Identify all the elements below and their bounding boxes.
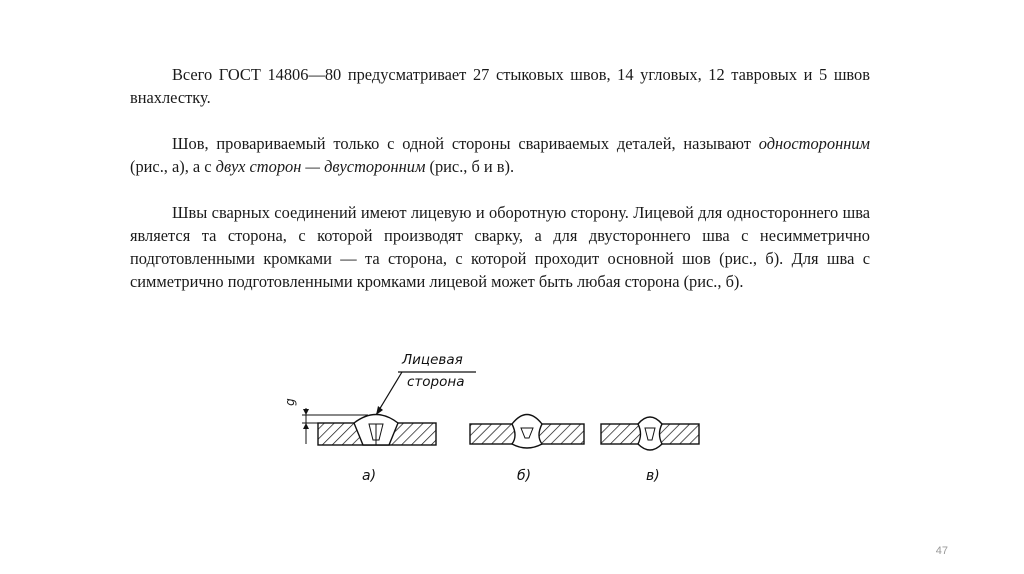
label-face: Лицевая bbox=[402, 352, 463, 368]
caption-a: а) bbox=[362, 468, 377, 484]
paragraph-gost-count bbox=[130, 63, 870, 109]
paragraph-face-side bbox=[130, 201, 870, 293]
weld-one-sided bbox=[318, 415, 436, 446]
page-number: 47 bbox=[935, 545, 948, 557]
paragraph-seam-sides bbox=[130, 132, 870, 178]
caption-c: в) bbox=[646, 468, 660, 484]
paragraph-text: (рис., б и в). bbox=[425, 157, 515, 176]
weld-figure bbox=[282, 348, 730, 498]
paragraph-text: Швы сварных соединений имеют лицевую и оборотную сторону. Лицевой для одностороннего шва является та сторона, с которой производят сварку, а для двустороннего шва с несимметрично подготовленными кромками — та сторона, с которой проходит основной шов (рис., б). Для шва с симметрично подготовленными кромками лицевой может быть любая сторона (рис., б). bbox=[130, 203, 870, 291]
dimension-label: g bbox=[282, 398, 297, 406]
term-one-sided: односторонним bbox=[758, 134, 870, 153]
paragraph-text: Шов, провариваемый только с одной стороны свариваемых деталей, называют bbox=[172, 134, 759, 153]
label-side: сторона bbox=[407, 374, 465, 390]
paragraph-text: Всего ГОСТ 14806—80 предусматривает 27 стыковых швов, 14 угловых, 12 тавровых и 5 швов внахлестку. bbox=[130, 65, 870, 107]
weld-diagram bbox=[290, 348, 730, 498]
caption-b: б) bbox=[517, 468, 532, 484]
weld-two-sided-asym bbox=[470, 415, 584, 449]
term-two-sided: двух сторон — двусторонним bbox=[215, 157, 426, 176]
paragraph-text: (рис., а), а с bbox=[130, 157, 216, 176]
weld-two-sided-sym bbox=[601, 417, 699, 450]
